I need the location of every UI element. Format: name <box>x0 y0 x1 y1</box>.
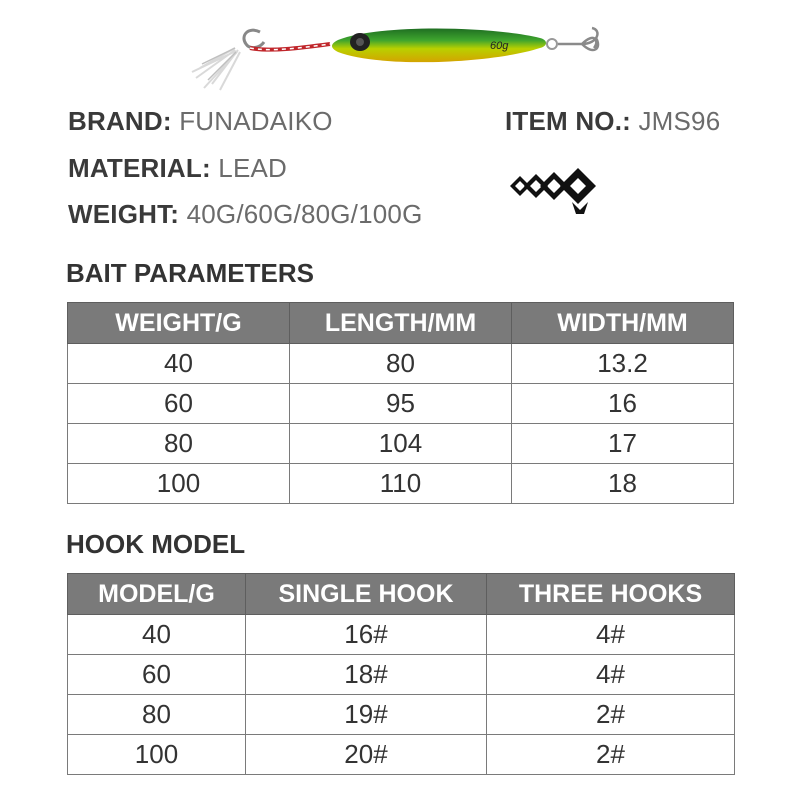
table-cell: 2# <box>487 695 735 735</box>
table-row <box>68 424 734 464</box>
column-header: LENGTH/MM <box>290 303 512 344</box>
item-no-value: JMS96 <box>638 106 721 136</box>
table-cell: 17 <box>512 424 734 464</box>
table-cell: 100 <box>68 735 246 775</box>
feather-skirt <box>192 48 240 90</box>
material-label: MATERIAL: <box>68 153 211 183</box>
item-no-spec <box>505 106 720 137</box>
brand-spec <box>68 106 333 137</box>
hook-model-table <box>67 573 735 775</box>
brand-value: FUNADAIKO <box>179 106 333 136</box>
bait-parameters-title: BAIT PARAMETERS <box>66 258 314 288</box>
table-cell: 2# <box>487 735 735 775</box>
table-cell: 80 <box>290 344 512 384</box>
table-cell: 60 <box>68 384 290 424</box>
split-ring <box>547 39 557 49</box>
brand-label: BRAND: <box>68 106 172 136</box>
table-row <box>68 655 735 695</box>
column-header: SINGLE HOOK <box>246 574 487 615</box>
table-cell: 104 <box>290 424 512 464</box>
table-cell: 60 <box>68 655 246 695</box>
column-header: WEIGHT/G <box>68 303 290 344</box>
treble-hook-icon <box>558 28 598 50</box>
column-header: WIDTH/MM <box>512 303 734 344</box>
assist-hook-icon <box>244 30 264 47</box>
table-cell: 110 <box>290 464 512 504</box>
weight-value: 40G/60G/80G/100G <box>186 199 423 229</box>
column-header: THREE HOOKS <box>487 574 735 615</box>
table-row <box>68 735 735 775</box>
hook-model-title: HOOK MODEL <box>66 529 246 559</box>
table-row <box>68 384 734 424</box>
weight-label: WEIGHT: <box>68 199 180 229</box>
table-cell: 40 <box>68 615 246 655</box>
brand-logo-icon <box>508 162 596 216</box>
table-cell: 40 <box>68 344 290 384</box>
item-no-label: ITEM NO.: <box>505 106 632 136</box>
table-cell: 16# <box>246 615 487 655</box>
material-value: LEAD <box>218 153 288 183</box>
table-cell: 95 <box>290 384 512 424</box>
table-cell: 13.2 <box>512 344 734 384</box>
table-cell: 19# <box>246 695 487 735</box>
table-row <box>68 344 734 384</box>
material-spec <box>68 153 287 184</box>
bait-parameters-table <box>67 302 734 504</box>
table-cell: 80 <box>68 424 290 464</box>
table-cell: 4# <box>487 615 735 655</box>
table-cell: 4# <box>487 655 735 695</box>
table-cell: 18# <box>246 655 487 695</box>
column-header: MODEL/G <box>68 574 246 615</box>
table-row <box>68 695 735 735</box>
table-cell: 16 <box>512 384 734 424</box>
lure-weight-marking: 60g <box>490 40 509 52</box>
table-row <box>68 464 734 504</box>
table-cell: 20# <box>246 735 487 775</box>
table-header-row <box>68 574 735 615</box>
table-row <box>68 615 735 655</box>
table-cell: 18 <box>512 464 734 504</box>
table-cell: 80 <box>68 695 246 735</box>
weight-spec <box>68 199 423 230</box>
table-header-row <box>68 303 734 344</box>
lure-image <box>190 18 610 98</box>
table-cell: 100 <box>68 464 290 504</box>
